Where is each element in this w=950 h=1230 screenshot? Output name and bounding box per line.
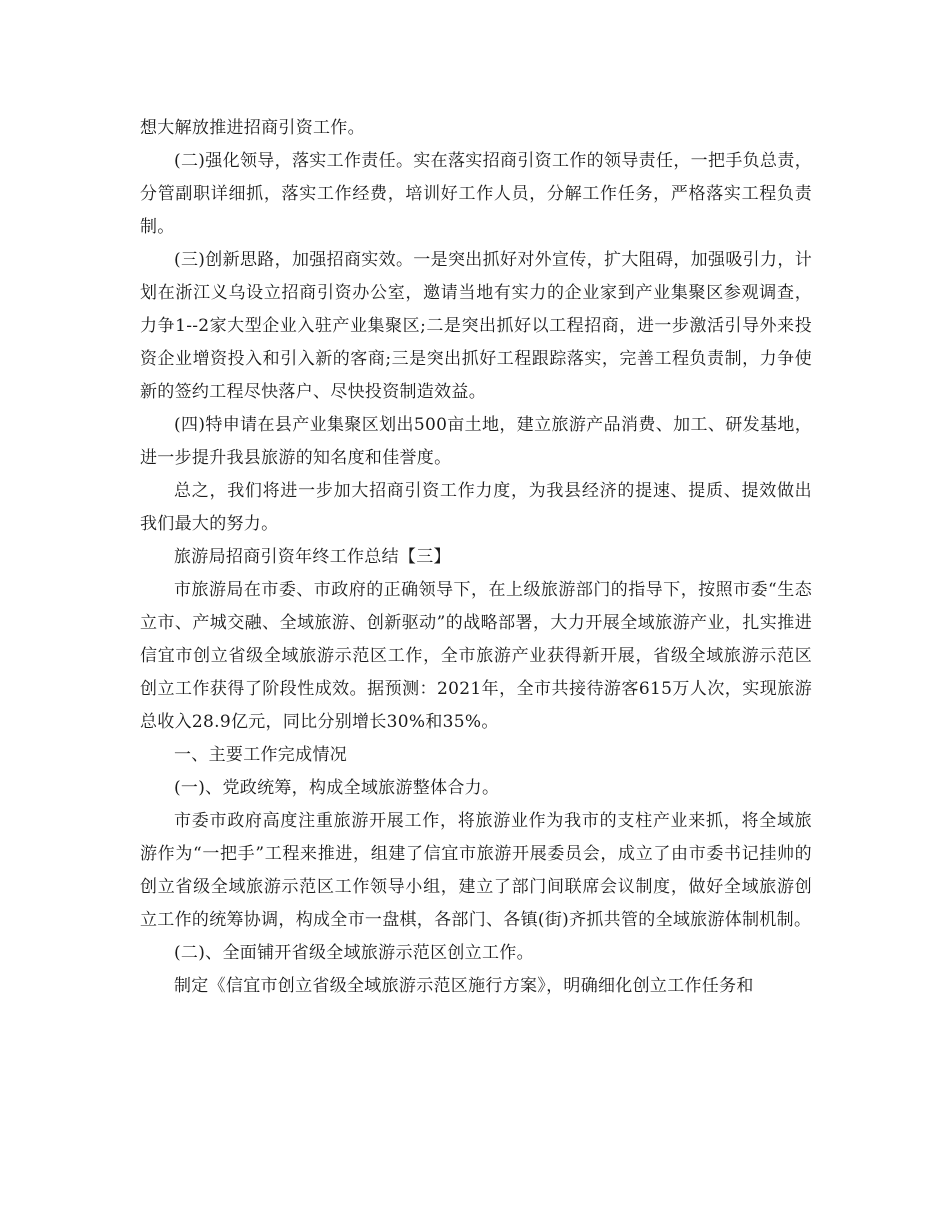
document-page	[140, 112, 812, 1003]
paragraph-section-4: (四)特申请在县产业集聚区划出500亩土地，建立旅游产品消费、加工、研发基地，进一步提升我县旅游的知名度和佳誉度。	[140, 415, 812, 468]
paragraph-item-2-body: 制定《信宜市创立省级全域旅游示范区施行方案》，明确细化创立工作任务和	[174, 976, 754, 996]
paragraph-conclusion: 总之，我们将进一步加大招商引资工作力度，为我县经济的提速、提质、提效做出我们最大的努力。	[140, 481, 812, 534]
paragraph-intro: 市旅游局在市委、市政府的正确领导下，在上级旅游部门的指导下，按照市委“生态立市、产城交融、全域旅游、创新驱动”的战略部署，大力开展全域旅游产业，扎实推进信宜市创立省级全域旅游示范区工作，全市旅游产业获得新开展，省级全域旅游示范区创立工作获得了阶段性成效。据预测：2021年，全市共接待游客615万人次，实现旅游总收入28.9亿元，同比分别增长30%和35%。	[140, 580, 812, 732]
subheading-main-work: 一、主要工作完成情况	[174, 745, 347, 765]
paragraph-section-2: (二)强化领导，落实工作责任。实在落实招商引资工作的领导责任，一把手负总责，分管副职详细抓，落实工作经费，培训好工作人员，分解工作任务，严格落实工程负责制。	[140, 151, 812, 237]
section-heading: 旅游局招商引资年终工作总结【三】	[174, 547, 451, 567]
subheading-item-1: (一)、党政统筹，构成全域旅游整体合力。	[174, 778, 500, 798]
paragraph-section-3: (三)创新思路，加强招商实效。一是突出抓好对外宣传，扩大阻碍，加强吸引力，计划在浙江义乌设立招商引资办公室，邀请当地有实力的企业家到产业集聚区参观调查，力争1--2家大型企业入驻产业集聚区;二是突出抓好以工程招商，进一步激活引导外来投资企业增资投入和引入新的客商;三是突出抓好工程跟踪落实，完善工程负责制，力争使新的签约工程尽快落户、尽快投资制造效益。	[140, 250, 812, 402]
subheading-item-2: (二)、全面铺开省级全域旅游示范区创立工作。	[174, 943, 534, 963]
paragraph-continuation: 想大解放推进招商引资工作。	[140, 118, 365, 138]
paragraph-item-1-body: 市委市政府高度注重旅游开展工作，将旅游业作为我市的支柱产业来抓，将全域旅游作为“一把手”工程来推进，组建了信宜市旅游开展委员会，成立了由市委书记挂帅的创立省级全域旅游示范区工作领导小组，建立了部门间联席会议制度，做好全域旅游创立工作的统筹协调，构成全市一盘棋，各部门、各镇(街)齐抓共管的全域旅游体制机制。	[140, 811, 812, 930]
